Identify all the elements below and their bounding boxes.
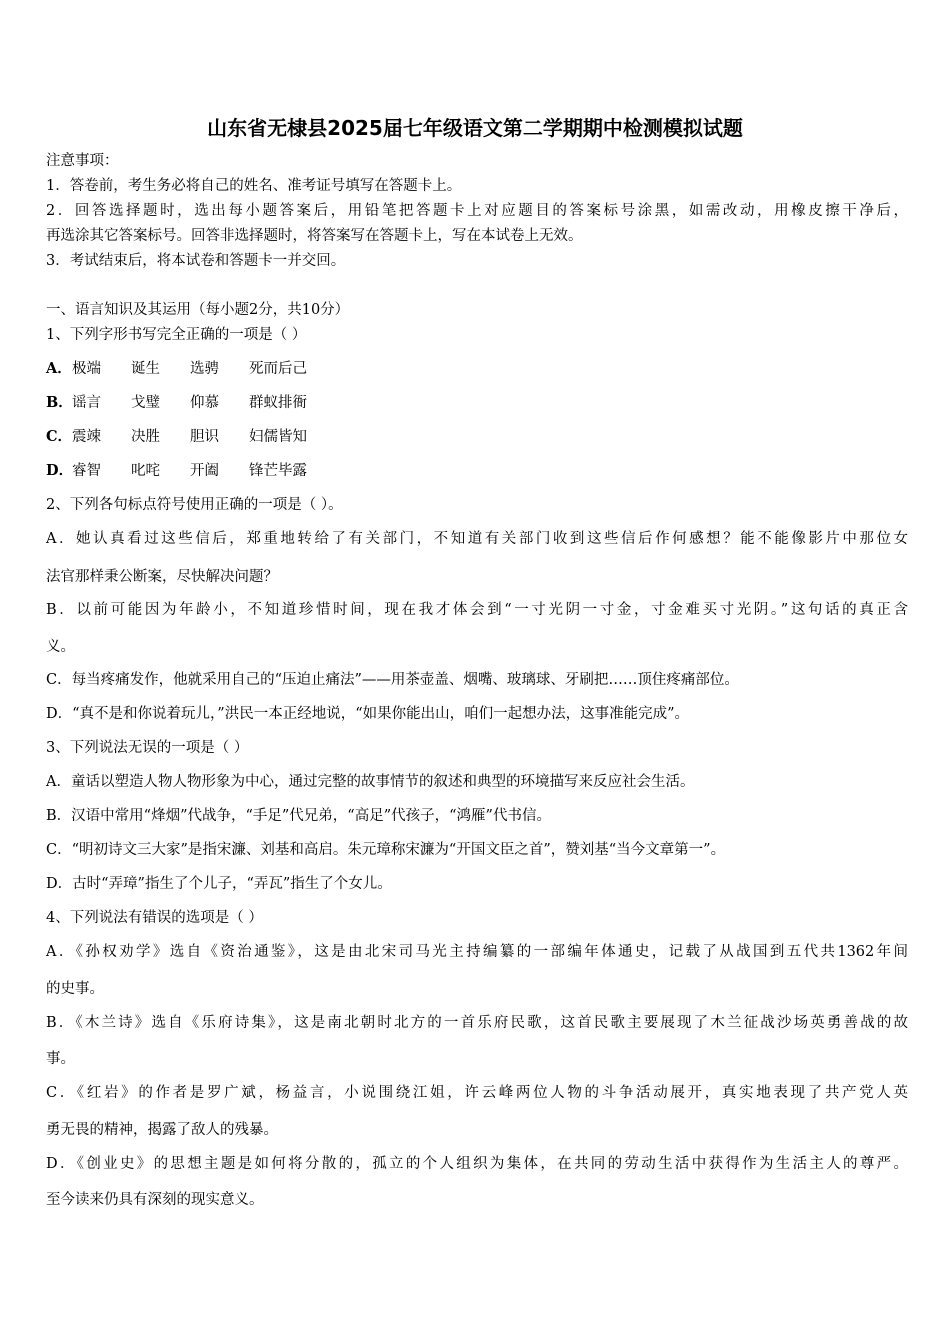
option-word: 妇儒皆知 <box>249 429 307 445</box>
option-word: 群蚁排衙 <box>249 395 307 411</box>
question-2-option-a-line-2: 法官那样秉公断案，尽快解决问题？ <box>46 569 278 585</box>
question-2-option-a-line-1: A．她认真看过这些信后，郑重地转给了有关部门，不知道有关部门收到这些信后作何感想？能不能像影片中那位女 <box>46 531 908 547</box>
note-1: 1．答卷前，考生务必将自己的姓名、准考证号填写在答题卡上。 <box>46 178 462 194</box>
option-word: 诞生 <box>131 361 160 377</box>
question-2-option-b-line-2: 义。 <box>46 639 75 655</box>
question-2-option-b-line-1: B．以前可能因为年龄小，不知道珍惜时间，现在我才体会到“一寸光阴一寸金，寸金难买寸光阴。”这句话的真正含 <box>46 602 908 618</box>
option-word: 锋芒毕露 <box>249 463 307 479</box>
option-word: 戈璧 <box>131 395 160 411</box>
question-1-option-b <box>46 393 908 413</box>
question-2-stem: 2、下列各句标点符号使用正确的一项是（ ）。 <box>46 497 343 513</box>
question-1-stem: 1、下列字形书写完全正确的一项是（ ） <box>46 327 307 343</box>
note-3: 3．考试结束后，将本试卷和答题卡一并交回。 <box>46 253 346 269</box>
question-4-option-d-line-2: 至今读来仍具有深刻的现实意义。 <box>46 1192 264 1208</box>
question-4-stem: 4、下列说法有错误的选项是（ ） <box>46 910 263 926</box>
question-4-option-c-line-2: 勇无畏的精神，揭露了敌人的残暴。 <box>46 1122 278 1138</box>
option-label: B． <box>46 394 73 411</box>
question-4-option-a-line-1: A．《孙权劝学》选自《资治通鉴》，这是由北宋司马光主持编纂的一部编年体通史，记载了从战国到五代共1362年间 <box>46 944 908 960</box>
option-word: 震竦 <box>72 429 101 445</box>
section-heading: 一、语言知识及其运用（每小题2分，共10分） <box>46 302 350 318</box>
option-word: 极端 <box>72 361 101 377</box>
question-3-option-d: D．古时“弄璋”指生了个儿子，“弄瓦”指生了个女儿。 <box>46 876 392 892</box>
question-2-option-c: C．每当疼痛发作，他就采用自己的“压迫止痛法”——用茶壶盖、烟嘴、玻璃球、牙刷把……顶住疼痛部位。 <box>46 672 739 688</box>
note-2-line-1: 2．回答选择题时，选出每小题答案后，用铅笔把答题卡上对应题目的答案标号涂黑，如需改动，用橡皮擦干净后， <box>46 203 908 219</box>
option-word: 谣言 <box>72 395 101 411</box>
page-title: 山东省无棣县2025届七年级语文第二学期期中检测模拟试题 <box>207 116 743 140</box>
question-2-option-d: D．“真不是和你说着玩儿，”洪民一本正经地说，“如果你能出山，咱们一起想办法，这事准能完成”。 <box>46 706 690 722</box>
option-word: 死而后己 <box>249 361 307 377</box>
question-4-option-b-line-1: B．《木兰诗》选自《乐府诗集》，这是南北朝时北方的一首乐府民歌，这首民歌主要展现了木兰征战沙场英勇善战的故 <box>46 1015 908 1031</box>
question-4-option-c-line-1: C．《红岩》的作者是罗广斌，杨益言，小说围绕江姐，许云峰两位人物的斗争活动展开，真实地表现了共产党人英 <box>46 1085 908 1101</box>
option-word: 叱咤 <box>131 463 160 479</box>
question-1-option-c <box>46 427 908 447</box>
question-3-option-b: B．汉语中常用“烽烟”代战争，“手足”代兄弟，“高足”代孩子，“鸿雁”代书信。 <box>46 808 551 824</box>
option-word: 决胜 <box>131 429 160 445</box>
notes-heading: 注意事项： <box>46 153 119 169</box>
question-3-option-a: A．童话以塑造人物人物形象为中心，通过完整的故事情节的叙述和典型的环境描写来反应社会生活。 <box>46 774 695 790</box>
option-label: D． <box>46 462 74 479</box>
question-1-option-d <box>46 461 908 481</box>
option-word: 睿智 <box>72 463 101 479</box>
option-word: 选骋 <box>190 361 219 377</box>
question-4-option-d-line-1: D．《创业史》的思想主题是如何将分散的，孤立的个人组织为集体，在共同的劳动生活中获得作为生活主人的尊严。 <box>46 1156 908 1172</box>
question-4-option-a-line-2: 的史事。 <box>46 981 104 997</box>
question-3-stem: 3、下列说法无误的一项是（ ） <box>46 740 249 756</box>
option-word: 开阖 <box>190 463 219 479</box>
question-3-option-c: C．“明初诗文三大家”是指宋濂、刘基和高启。朱元璋称宋濂为“开国文臣之首”，赞刘基“当今文章第一”。 <box>46 842 726 858</box>
option-label: A． <box>46 360 72 377</box>
note-2-line-2: 再选涂其它答案标号。回答非选择题时，将答案写在答题卡上，写在本试卷上无效。 <box>46 228 583 244</box>
option-word: 胆识 <box>190 429 219 445</box>
question-1-option-a <box>46 359 908 379</box>
question-4-option-b-line-2: 事。 <box>46 1051 75 1067</box>
option-word: 仰慕 <box>190 395 219 411</box>
option-label: C． <box>46 428 73 445</box>
